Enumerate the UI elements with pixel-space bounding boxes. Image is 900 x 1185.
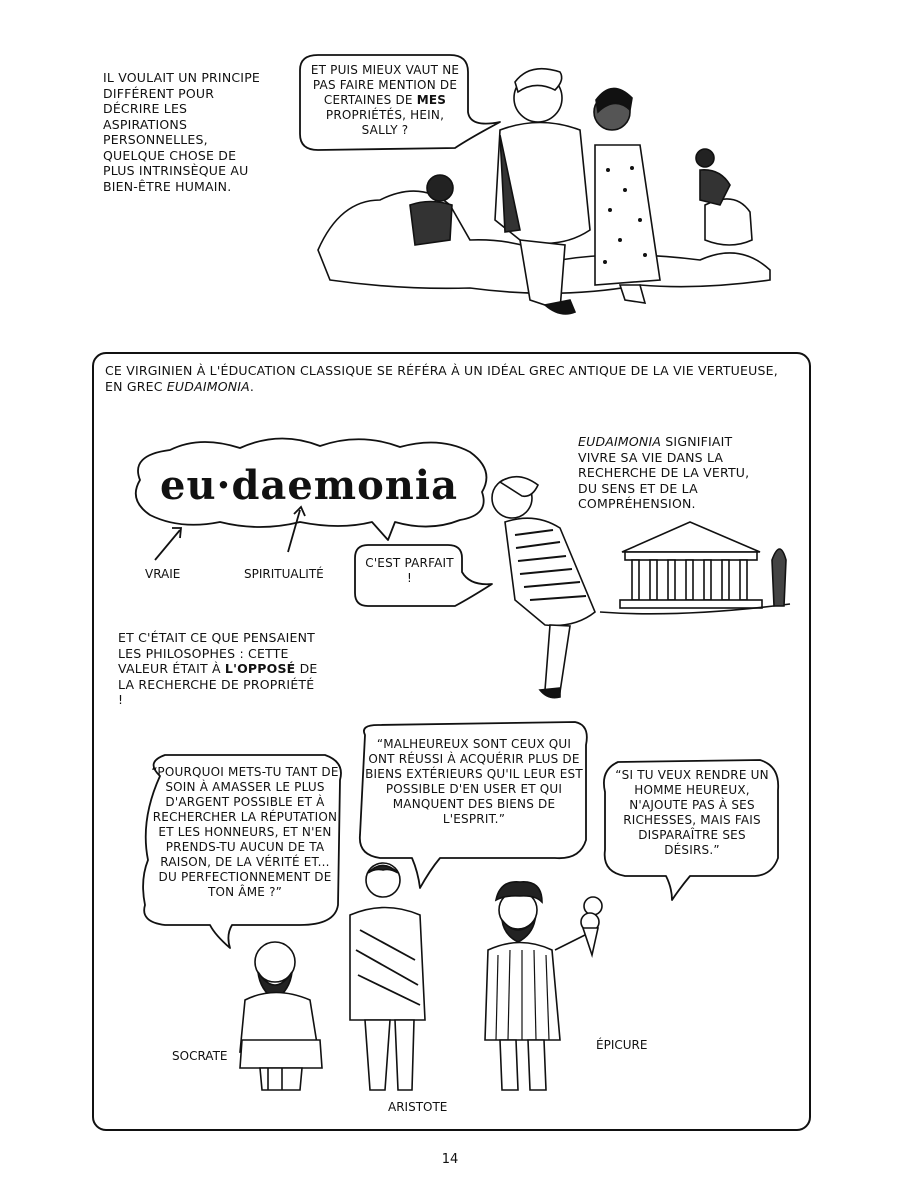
bubble-text-bold: MES <box>416 93 447 107</box>
quote-aristote: “MALHEUREUX SONT CEUX QUI ONT RÉUSSI À ACQUÉRIR PLUS DE BIENS EXTÉRIEURS QU'IL LEUR EST POSSIBLE D'EN USER ET QUI MANQUENT DES BIENS DE L'ESPRIT.” <box>365 737 583 826</box>
philosophers-caption <box>118 630 318 708</box>
philo-part2: DE LA RECHERCHE DE PROPRIÉTÉ ! <box>118 661 318 707</box>
bubble-text-part2: PROPRIÉTÉS, HEIN, SALLY ? <box>325 108 445 137</box>
philo-bold: L'OPPOSÉ <box>224 661 296 676</box>
panel2-caption <box>105 363 795 394</box>
philo-part1: ET C'ÉTAIT CE QUE PENSAIENT LES PHILOSOPHES : CETTE VALEUR ÉTAIT À <box>118 630 316 676</box>
eudaemonia-word: eu·daemonia <box>160 462 458 509</box>
definition-text <box>578 434 753 512</box>
label-spiritualite: SPIRITUALITÉ <box>244 567 324 581</box>
panel2-caption-part1: CE VIRGINIEN À L'ÉDUCATION CLASSIQUE SE RÉFÉRA À UN IDÉAL GREC ANTIQUE DE LA VIE VERTUEUSE, EN GREC <box>105 363 778 394</box>
page-number: 14 <box>441 1152 459 1167</box>
definition-rest: SIGNIFIAIT VIVRE SA VIE DANS LA RECHERCHE DE LA VERTU, DU SENS ET DE LA COMPRÉHENSION. <box>578 434 750 511</box>
label-vraie: VRAIE <box>145 567 181 581</box>
quote-socrate: “POURQUOI METS-TU TANT DE SOIN À AMASSER LE PLUS D'ARGENT POSSIBLE ET À RECHERCHER LA RÉPUTATION ET LES HONNEURS, ET N'EN PRENDS-TU AUCUN DE TA RAISON, DE LA VÉRITÉ ET... DU PERFECTIONNEMENT DE TON ÂME ?” <box>151 765 339 899</box>
definition-italic: EUDAIMONIA <box>578 434 662 449</box>
name-socrate: SOCRATE <box>172 1049 228 1063</box>
bubble-text-part1: ET PUIS MIEUX VAUT NE PAS FAIRE MENTION DE CERTAINES DE <box>310 63 460 107</box>
panel1-caption: IL VOULAIT UN PRINCIPE DIFFÉRENT POUR DÉCRIRE LES ASPIRATIONS PERSONNELLES, QUELQUE CHOSE DE PLUS INTRINSÈQUE AU BIEN-ÊTRE HUMAIN. <box>103 70 261 194</box>
panel2-caption-italic: EUDAIMONIA <box>166 378 250 394</box>
panel2-caption-part2: . <box>249 378 255 394</box>
panel1-bubble-text <box>306 63 464 138</box>
name-epicure: ÉPICURE <box>596 1038 648 1052</box>
name-aristote: ARISTOTE <box>388 1100 448 1114</box>
cest-parfait-text: C'EST PARFAIT ! <box>365 556 454 585</box>
quote-epicure: “SI TU VEUX RENDRE UN HOMME HEUREUX, N'AJOUTE PAS À SES RICHESSES, MAIS FAIS DISPARAÎTRE SES DÉSIRS.” <box>615 768 769 857</box>
